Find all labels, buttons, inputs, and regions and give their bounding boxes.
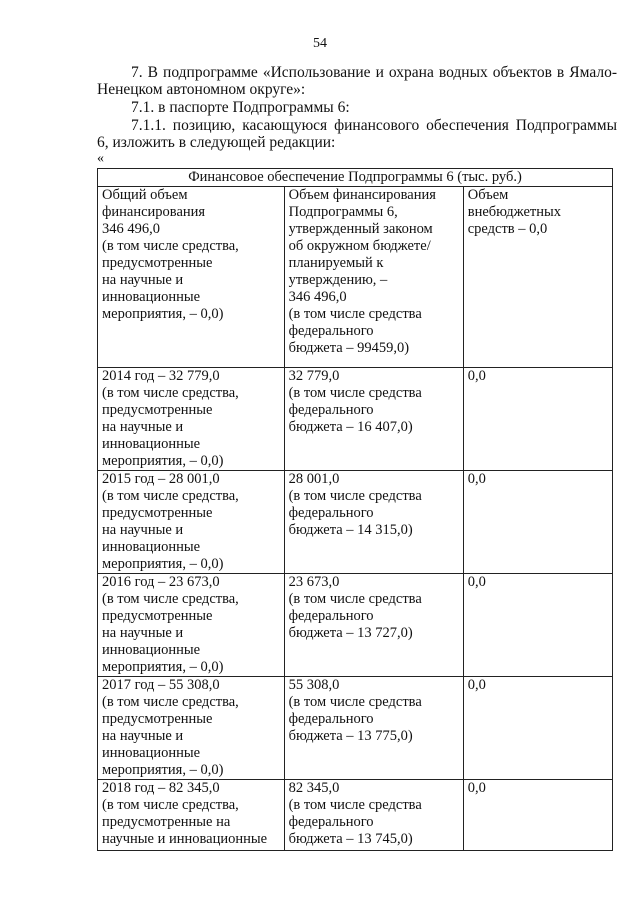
year-total-cell xyxy=(98,368,285,471)
year-budget-cell xyxy=(284,471,463,574)
header-extrabudget-cell xyxy=(463,187,612,368)
cell-text: 2017 год – 55 308,0 (в том числе средства, предусмотренные на научные и инновационные мероприятия, – 0,0) xyxy=(102,677,239,778)
paragraph-text: 7.1. в паспорте Подпрограммы 6: xyxy=(131,99,350,116)
cell-text: 0,0 xyxy=(467,574,486,590)
paragraph-position xyxy=(97,117,617,151)
year-extrabudget-cell xyxy=(463,368,612,471)
page-number: 54 xyxy=(313,36,327,51)
year-budget-cell xyxy=(284,677,463,780)
cell-text: 28 001,0 (в том числе средства федерального бюджета – 14 315,0) xyxy=(288,471,422,538)
table-caption-row xyxy=(98,169,613,187)
year-total-cell xyxy=(98,574,285,677)
table-row xyxy=(98,368,613,471)
table-caption: Финансовое обеспечение Подпрограммы 6 (тыс. руб.) xyxy=(98,169,613,187)
cell-text: 2015 год – 28 001,0 (в том числе средства, предусмотренные на научные и инновационные мероприятия, – 0,0) xyxy=(102,471,239,572)
cell-text: 32 779,0 (в том числе средства федерального бюджета – 16 407,0) xyxy=(288,368,422,435)
year-budget-cell xyxy=(284,780,463,851)
year-extrabudget-cell xyxy=(463,780,612,851)
year-budget-cell xyxy=(284,368,463,471)
cell-text: 0,0 xyxy=(467,368,486,384)
header-budget-cell xyxy=(284,187,463,368)
cell-text: Общий объем финансирования 346 496,0 (в том числе средства, предусмотренные на научные и инновационные мероприятия, – 0,0) xyxy=(102,187,239,322)
table-row xyxy=(98,677,613,780)
cell-text: 23 673,0 (в том числе средства федерального бюджета – 13 727,0) xyxy=(288,574,422,641)
year-extrabudget-cell xyxy=(463,677,612,780)
cell-text: Объем финансирования Подпрограммы 6, утвержденный законом об окружном бюджете/ планируемый к утверждению, – 346 496,0 (в том числе средства федерального бюджета – 99459,0) xyxy=(288,187,436,356)
year-extrabudget-cell xyxy=(463,471,612,574)
year-total-cell xyxy=(98,780,285,851)
opening-quote-mark: « xyxy=(97,151,104,166)
cell-text: 0,0 xyxy=(467,471,486,487)
cell-text: 2014 год – 32 779,0 (в том числе средства, предусмотренные на научные и инновационные мероприятия, – 0,0) xyxy=(102,368,239,469)
header-total-cell xyxy=(98,187,285,368)
paragraph-text: 7. В подпрограмме «Использование и охрана водных объектов в Ямало-Ненецком автономном округе»: xyxy=(97,64,617,98)
cell-text: 82 345,0 (в том числе средства федерального бюджета – 13 745,0) xyxy=(288,780,422,847)
year-total-cell xyxy=(98,677,285,780)
table-row xyxy=(98,780,613,851)
cell-text: 0,0 xyxy=(467,780,486,796)
paragraph-subprogram-intro xyxy=(97,64,617,98)
table-row xyxy=(98,574,613,677)
paragraph-text: 7.1.1. позицию, касающуюся финансового обеспечения Подпрограммы 6, изложить в следующей редакции: xyxy=(97,117,617,151)
cell-text: 55 308,0 (в том числе средства федерального бюджета – 13 775,0) xyxy=(288,677,422,744)
cell-text: 0,0 xyxy=(467,677,486,693)
year-budget-cell xyxy=(284,574,463,677)
financing-table xyxy=(97,168,613,851)
paragraph-passport xyxy=(97,99,617,116)
cell-text: Объем внебюджетных средств – 0,0 xyxy=(467,187,561,237)
cell-text: 2018 год – 82 345,0 (в том числе средства, предусмотренные на научные и инновационные xyxy=(102,780,268,847)
table-row xyxy=(98,471,613,574)
year-extrabudget-cell xyxy=(463,574,612,677)
cell-text: 2016 год – 23 673,0 (в том числе средства, предусмотренные на научные и инновационные мероприятия, – 0,0) xyxy=(102,574,239,675)
year-total-cell xyxy=(98,471,285,574)
table-header-row xyxy=(98,187,613,368)
